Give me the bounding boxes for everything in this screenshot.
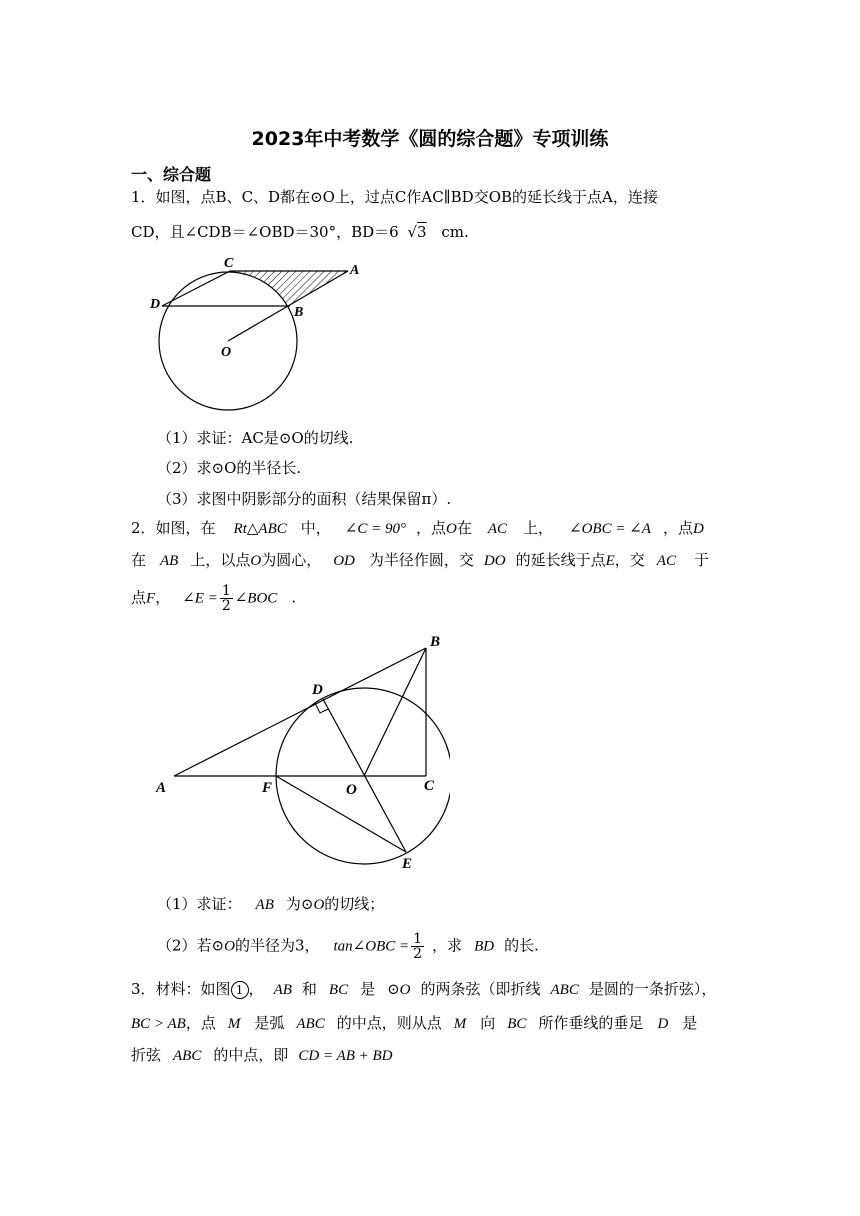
q2-text: 点 — [131, 588, 147, 607]
fraction — [411, 932, 424, 961]
segment-fe — [276, 776, 406, 852]
q2-text: 为圆心， — [261, 551, 322, 569]
q3-text: 的两条弦（即折线 — [420, 980, 541, 998]
q3-text: 是弧 — [254, 1014, 285, 1032]
q2-math: AB — [160, 553, 179, 569]
q2-math: tan∠OBC = — [333, 938, 410, 955]
q1-sub-2: （2）求⊙O的半径长. — [157, 459, 302, 477]
q3-math: D — [657, 1016, 669, 1032]
q3-math: ABC — [296, 1016, 325, 1032]
q2-text: 2．如图，在 — [131, 519, 216, 537]
fraction-denominator: 2 — [413, 946, 423, 962]
q2-text: （1）求证： — [157, 895, 242, 913]
q3-text: 3．材料：如图 — [131, 980, 231, 998]
label-o: O — [221, 345, 232, 360]
q2-text: ，交 — [614, 551, 645, 569]
q2-text: （2）若⊙ — [157, 936, 225, 955]
q3-math: M — [227, 1016, 241, 1032]
q3-math: M — [453, 1016, 467, 1032]
q2-text: 在 — [456, 519, 472, 537]
q3-text: 向 — [480, 1014, 496, 1032]
q3-text: ， — [248, 980, 264, 998]
q2-line-3 — [131, 584, 296, 613]
q2-figure — [150, 628, 450, 878]
q2-math: AC — [487, 521, 508, 537]
label-c: C — [224, 256, 234, 271]
q2-text: 在 — [131, 551, 147, 569]
q2-math: O — [224, 938, 235, 955]
section-heading: 一、综合题 — [131, 165, 212, 184]
q3-text: 是 — [682, 1014, 698, 1032]
q3-text: 的中点，即 — [213, 1046, 289, 1064]
q2-sub-1 — [157, 893, 384, 914]
q3-line-2 — [131, 1012, 697, 1033]
q2-math: ∠E = — [182, 590, 218, 607]
page-title: 2023年中考数学《圆的综合题》专项训练 — [251, 128, 609, 150]
q2-math: O — [313, 897, 325, 913]
label-e2: E — [402, 856, 413, 872]
fraction-denominator: 2 — [221, 598, 231, 614]
q3-text: 的中点，则从点 — [336, 1014, 442, 1032]
q3-math: BC > AB — [131, 1016, 186, 1032]
q2-text: ，点 — [662, 519, 693, 537]
q2-math: ∠OBC = ∠A — [569, 521, 651, 537]
circled-number: 1 — [231, 981, 249, 999]
q2-text: 的长. — [504, 936, 539, 955]
label-f2: F — [262, 780, 273, 796]
q2-text: 为⊙ — [285, 895, 314, 913]
q2-line-1 — [131, 517, 704, 538]
q3-text: 是 — [360, 980, 376, 998]
q2-math: OD — [333, 553, 355, 569]
label-b: B — [294, 305, 304, 320]
fraction — [220, 584, 233, 613]
q2-math: ∠BOC — [234, 590, 278, 607]
q2-math: D — [692, 521, 704, 537]
fraction-numerator: 1 — [221, 583, 231, 599]
q3-math: BC — [507, 1016, 527, 1032]
q2-text: ，求 — [432, 936, 463, 955]
sqrt-expression: √3 — [407, 223, 427, 241]
q2-math: O — [445, 521, 457, 537]
q2-math: O — [250, 553, 262, 569]
q2-math: Rt△ABC — [233, 521, 287, 537]
q2-text: 中， — [300, 519, 331, 537]
q1-line-2-text: CD，且∠CDB＝∠OBD＝30°，BD＝6 — [131, 223, 399, 241]
q1-line-2-unit: cm. — [441, 223, 469, 241]
q2-text: ，点 — [415, 519, 446, 537]
q2-math: E — [605, 553, 615, 569]
q1-line-1: 1．如图，点B、C、D都在⊙O上，过点C作AC∥BD交OB的延长线于点A，连接 — [131, 188, 658, 206]
segment-ob — [364, 648, 426, 776]
q3-math: BC — [328, 982, 349, 998]
q3-math: ABC — [173, 1048, 202, 1064]
q3-line-3 — [131, 1044, 393, 1065]
q1-line-2 — [131, 221, 469, 242]
label-a2: A — [156, 780, 167, 796]
q2-math: AB — [255, 897, 274, 913]
q2-text: . — [291, 588, 297, 607]
segment-ab — [174, 648, 426, 776]
q2-sub-2 — [157, 932, 539, 961]
q3-text: 是圆的一条折弦）， — [588, 980, 717, 998]
q3-math: AB — [273, 982, 292, 998]
q3-line-1 — [131, 978, 716, 999]
q2-text: 上，以点 — [190, 551, 251, 569]
q2-math: DO — [483, 553, 506, 569]
sqrt-radicand: 3 — [417, 223, 427, 241]
q2-math: ∠C = 90° — [344, 521, 406, 537]
label-d: D — [150, 297, 161, 312]
q2-math: AC — [656, 553, 676, 569]
q2-text: 为半径作圆，交 — [368, 551, 474, 569]
q1-sub-1: （1）求证：AC是⊙O的切线. — [157, 429, 354, 447]
q2-text: 于 — [693, 551, 709, 569]
q2-text: 的切线； — [324, 895, 385, 913]
q1-figure — [140, 250, 380, 420]
segment-dc — [162, 271, 230, 306]
q3-text: 所作垂线的垂足 — [538, 1014, 644, 1032]
q3-text: 折弦 — [131, 1046, 162, 1064]
shaded-region — [230, 271, 348, 306]
q1-sub-3: （3）求图中阴影部分的面积（结果保留π）. — [157, 490, 452, 508]
q3-math: ABC — [550, 982, 579, 998]
label-c2: C — [424, 778, 435, 794]
q2-text: 的半径为3， — [234, 936, 320, 955]
q2-text: 上， — [523, 519, 554, 537]
q3-math: ⊙O — [387, 982, 411, 998]
q3-math: CD = AB + BD — [298, 1048, 393, 1064]
q2-math: BD — [474, 938, 495, 955]
label-a: A — [350, 263, 360, 278]
q2-math: F — [146, 590, 156, 607]
fraction-numerator: 1 — [413, 931, 423, 947]
label-d2: D — [312, 682, 323, 698]
q3-text: ，点 — [185, 1014, 216, 1032]
q3-text: 和 — [301, 980, 317, 998]
q2-line-2 — [131, 549, 709, 570]
q2-text: 的延长线于点 — [515, 551, 606, 569]
label-o2: O — [346, 782, 357, 798]
label-b2: B — [430, 634, 441, 650]
q2-text: ， — [155, 588, 171, 607]
